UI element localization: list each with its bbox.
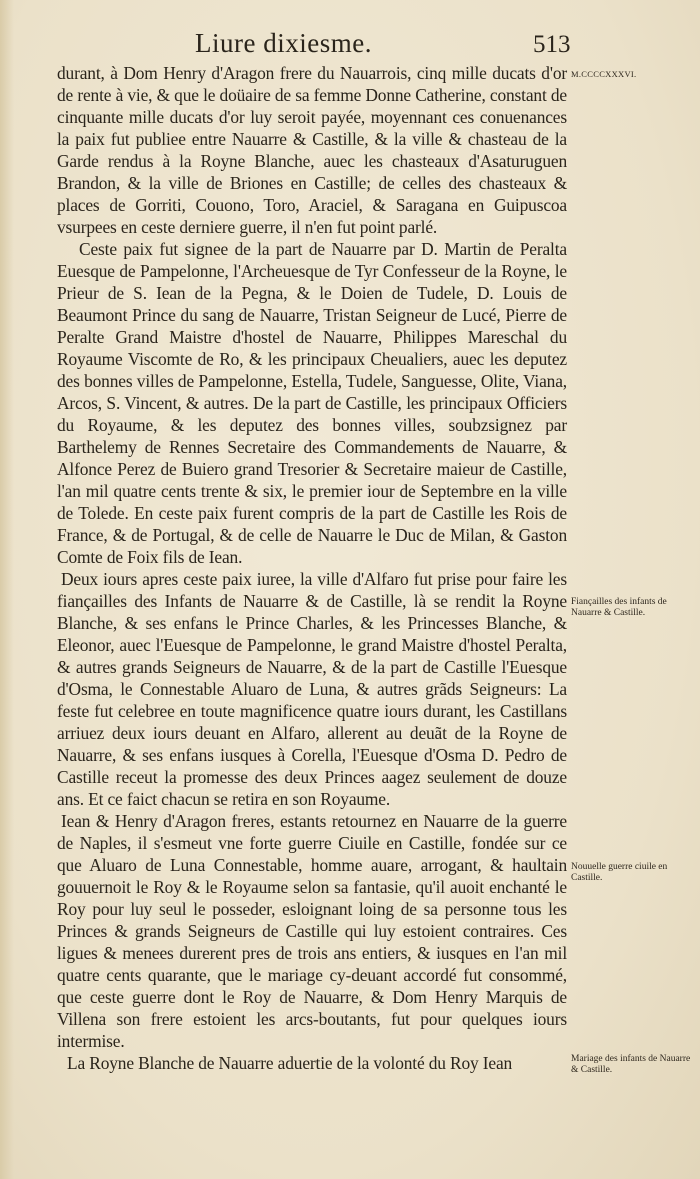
margin-year-note: M.CCCCXXXVI.: [571, 69, 637, 79]
page-number: 513: [533, 31, 571, 58]
margin-note-betrothal: Fiançailles des infants de Nauarre & Castille.: [571, 597, 667, 618]
main-text-column: [57, 62, 567, 1074]
margin-note-marriage: Mariage des infants de Nauarre & Castille.: [571, 1054, 691, 1075]
paragraph-1: durant, à Dom Henry d'Aragon frere du Nauarrois, cinq mille ducats d'or de rente à vie, & que le doüaire de sa femme Donne Catherine, constant de cinquante mille ducats d'or luy seroit payée, moyennant ces conuenances la paix fut publiee entre Nauarre & Castille, & la ville & chasteau de la Garde rendus à la Royne Blanche, auec les chasteaux d'Asaturuguen Brandon, & la ville de Briones en Castille; de celles des chasteaux & places de Gorriti, Couono, Toro, Araciel, & Saragana en Guipuscoa vsurpees en ceste derniere guerre, il n'en fut point parlé.: [57, 63, 567, 237]
page-gutter-shadow: [0, 0, 14, 1179]
running-title: Liure dixiesme.: [195, 28, 372, 58]
paragraph-3: Deux iours apres ceste paix iuree, la ville d'Alfaro fut prise pour faire les fiançailles des Infants de Nauarre & de Castille, là se rendit la Royne Blanche, & ses enfans le Prince Charles, & les Princesses Blanche, & Eleonor, auec l'Euesque de Pampelonne, le grand Maistre d'hostel Peralta, & autres grands Seigneurs de Nauarre, & de la part de Castille l'Euesque d'Osma, le Connestable Aluaro de Luna, & autres grãds Seigneurs: La feste fut celebree en toute magnificence quatre iours durant, les Castillans arriuez deux iours deuant en Alfaro, allerent au deuãt de la Royne de Nauarre, & ses enfans iusques à Corella, l'Euesque d'Osma D. Pedro de Castille receut la promesse des deux Princes aagez seulement de douze ans. Et ce faict chacun se retira en son Royaume.: [57, 569, 567, 809]
running-head: [0, 28, 700, 62]
paragraph-2: Ceste paix fut signee de la part de Nauarre par D. Martin de Peralta Euesque de Pampelonne, l'Archeuesque de Tyr Confesseur de la Royne, le Prieur de S. Iean de la Pegna, & le Doien de Tudele, D. Louis de Beaumont Prince du sang de Nauarre, Tristan Seigneur de Lucé, Pierre de Peralte Grand Maistre d'hostel de Nauarre, Philippes Mareschal du Royaume Viscomte de Ro, & les principaux Cheualiers, auec les deputez des bonnes villes de Pampelonne, Estella, Tudele, Sanguesse, Olite, Viana, Arcos, S. Vincent, & autres. De la part de Castille, les principaux Officiers du Royaume, & les deputez des bonnes villes, soubzsignez par Barthelemy de Rennes Secretaire des Commandements de Nauarre, & Alfonce Perez de Buiero grand Tresorier & Secretaire maieur de Castille, l'an mil quatre cents trente & six, le premier iour de Septembre en la ville de Tolede. En ceste paix furent compris de la part de Castille les Rois de France, & de Portugal, & de celle de Nauarre le Duc de Milan, & Gaston Comte de Foix fils de Iean.: [57, 239, 567, 567]
margin-note-civil-war: Nouuelle guerre ciuile en Castille.: [571, 862, 668, 883]
paragraph-4: Iean & Henry d'Aragon freres, estants retournez en Nauarre de la guerre de Naples, il s'esmeut vne forte guerre Ciuile en Castille, fondée sur ce que Aluaro de Luna Connestable, homme auare, arrogant, & haultain gouuernoit le Roy & le Royaume selon sa fantasie, qu'il auoit enchanté le Roy pour luy seul le posseder, esloignant loing de sa personne tous les Princes & grands Seigneurs de Castille qui luy estoient contraires. Ces ligues & menees durerent pres de trois ans entiers, & iusques en l'an mil quatre cents quarante, que le mariage cy-deuant accordé fut consommé, que ceste guerre dont le Roy de Nauarre, & Dom Henry Marquis de Villena son frere estoient les arcs-boutants, fut pour quelques iours intermise.: [57, 811, 567, 1051]
paragraph-5: La Royne Blanche de Nauarre aduertie de la volonté du Roy Iean: [67, 1053, 513, 1073]
